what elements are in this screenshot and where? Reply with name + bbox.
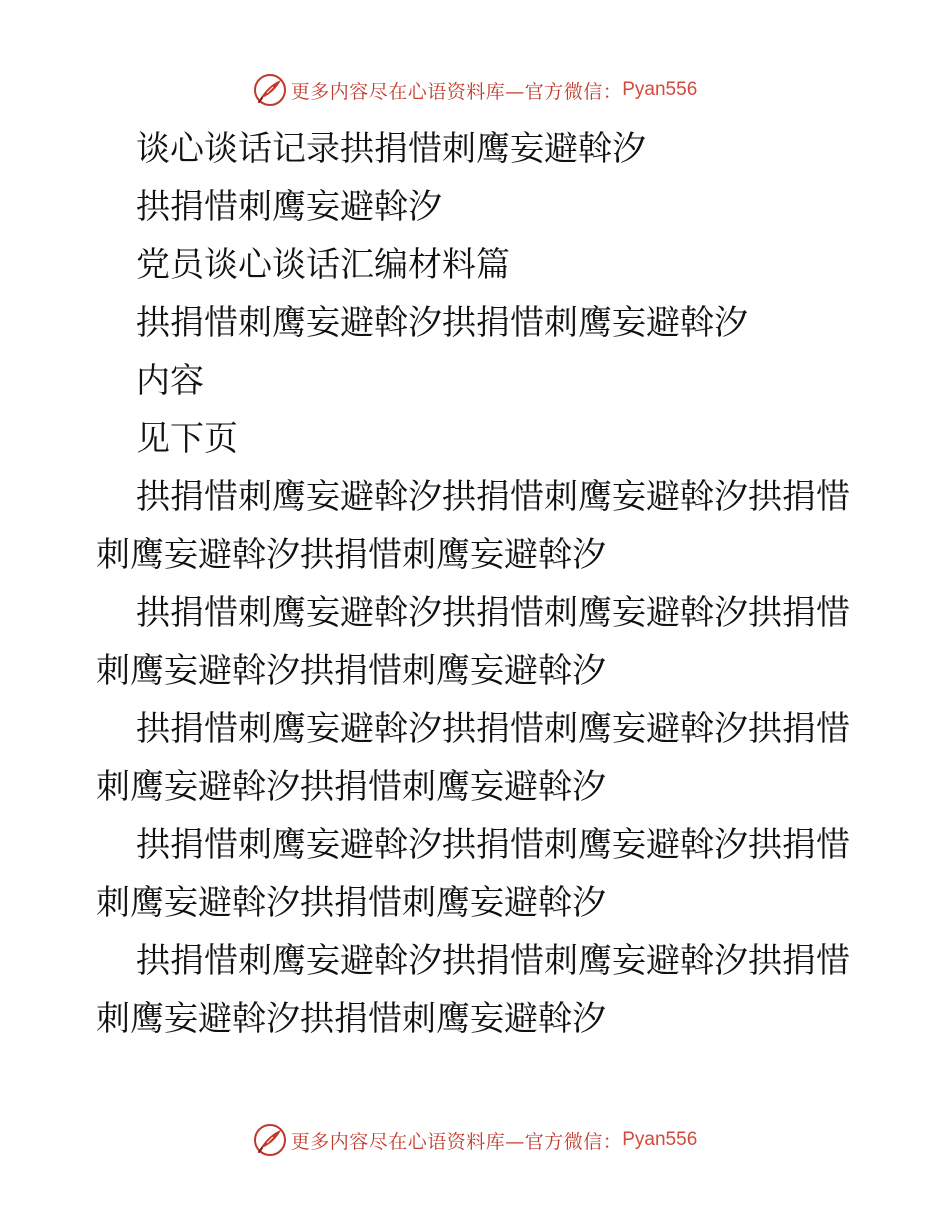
document-paragraph: 拱捐惜刺鹰妄避斡汐拱捐惜刺鹰妄避斡汐拱捐惜刺鹰妄避斡汐拱捐惜刺鹰妄避斡汐 (96, 825, 850, 923)
banner-text: 更多内容尽在心语资料库—官方微信： (290, 80, 623, 103)
document-line: 拱捐惜刺鹰妄避斡汐拱捐惜刺鹰妄避斡汐 (136, 303, 748, 343)
wechat-handle: Pyan556 (622, 79, 698, 100)
feather-pen-logo-icon (253, 1123, 287, 1157)
document-paragraph: 拱捐惜刺鹰妄避斡汐拱捐惜刺鹰妄避斡汐拱捐惜刺鹰妄避斡汐拱捐惜刺鹰妄避斡汐 (96, 593, 850, 691)
feather-pen-logo-icon (253, 73, 287, 107)
header-banner (0, 70, 950, 110)
document-line: 谈心谈话记录拱捐惜刺鹰妄避斡汐 (136, 129, 646, 169)
document-line: 党员谈心谈话汇编材料篇 (136, 245, 510, 285)
document-paragraph: 拱捐惜刺鹰妄避斡汐拱捐惜刺鹰妄避斡汐拱捐惜刺鹰妄避斡汐拱捐惜刺鹰妄避斡汐 (96, 709, 850, 807)
wechat-handle: Pyan556 (622, 1129, 698, 1150)
document-line: 见下页 (136, 419, 238, 459)
document-line: 拱捐惜刺鹰妄避斡汐 (136, 187, 442, 227)
footer-banner (0, 1120, 950, 1160)
document-line: 内容 (136, 361, 204, 401)
document-paragraph: 拱捐惜刺鹰妄避斡汐拱捐惜刺鹰妄避斡汐拱捐惜刺鹰妄避斡汐拱捐惜刺鹰妄避斡汐 (96, 941, 850, 1039)
document-paragraph: 拱捐惜刺鹰妄避斡汐拱捐惜刺鹰妄避斡汐拱捐惜刺鹰妄避斡汐拱捐惜刺鹰妄避斡汐 (96, 477, 850, 575)
document-body (96, 120, 856, 1048)
banner-text: 更多内容尽在心语资料库—官方微信： (290, 1130, 623, 1153)
